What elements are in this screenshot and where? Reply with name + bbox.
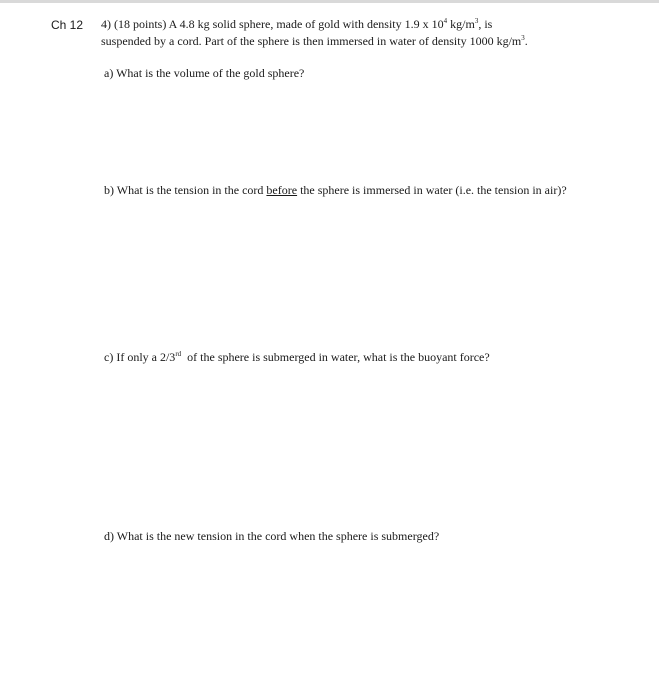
question-b-text-start: b) What is the tension in the cord	[104, 183, 267, 197]
question-c-ordinal: rd	[175, 350, 182, 358]
problem-line2-end: .	[524, 34, 528, 48]
problem-line-2	[101, 33, 621, 50]
problem-line-1	[101, 16, 621, 33]
question-a: a) What is the volume of the gold sphere?	[104, 66, 305, 80]
water-unit-exponent: 3	[521, 34, 525, 42]
page-top-edge	[0, 0, 659, 3]
unit-exponent: 3	[474, 17, 479, 25]
question-b-text-end: the sphere is immersed in water (i.e. the tension in air)?	[297, 183, 567, 197]
problem-statement	[101, 16, 621, 50]
chapter-label: Ch 12	[51, 18, 84, 32]
density-unit: kg/m	[447, 17, 475, 31]
question-b	[104, 183, 574, 198]
problem-line2-text: suspended by a cord. Part of the sphere is then immersed in water of density 1000 kg/m	[101, 34, 522, 48]
question-c-text-start: c) If only a 2/3	[104, 350, 176, 364]
problem-intro-end: , is	[478, 17, 493, 31]
problem-intro-text: 4) (18 points) A 4.8 kg solid sphere, made of gold with density 1.9 x 10	[101, 17, 444, 31]
density-exponent: 4	[443, 17, 448, 25]
question-b-underlined-word: before	[266, 183, 298, 197]
question-d: d) What is the new tension in the cord when the sphere is submerged?	[104, 529, 440, 543]
question-c-text-end: of the sphere is submerged in water, what is the buoyant force?	[181, 350, 490, 364]
question-c	[104, 350, 574, 365]
